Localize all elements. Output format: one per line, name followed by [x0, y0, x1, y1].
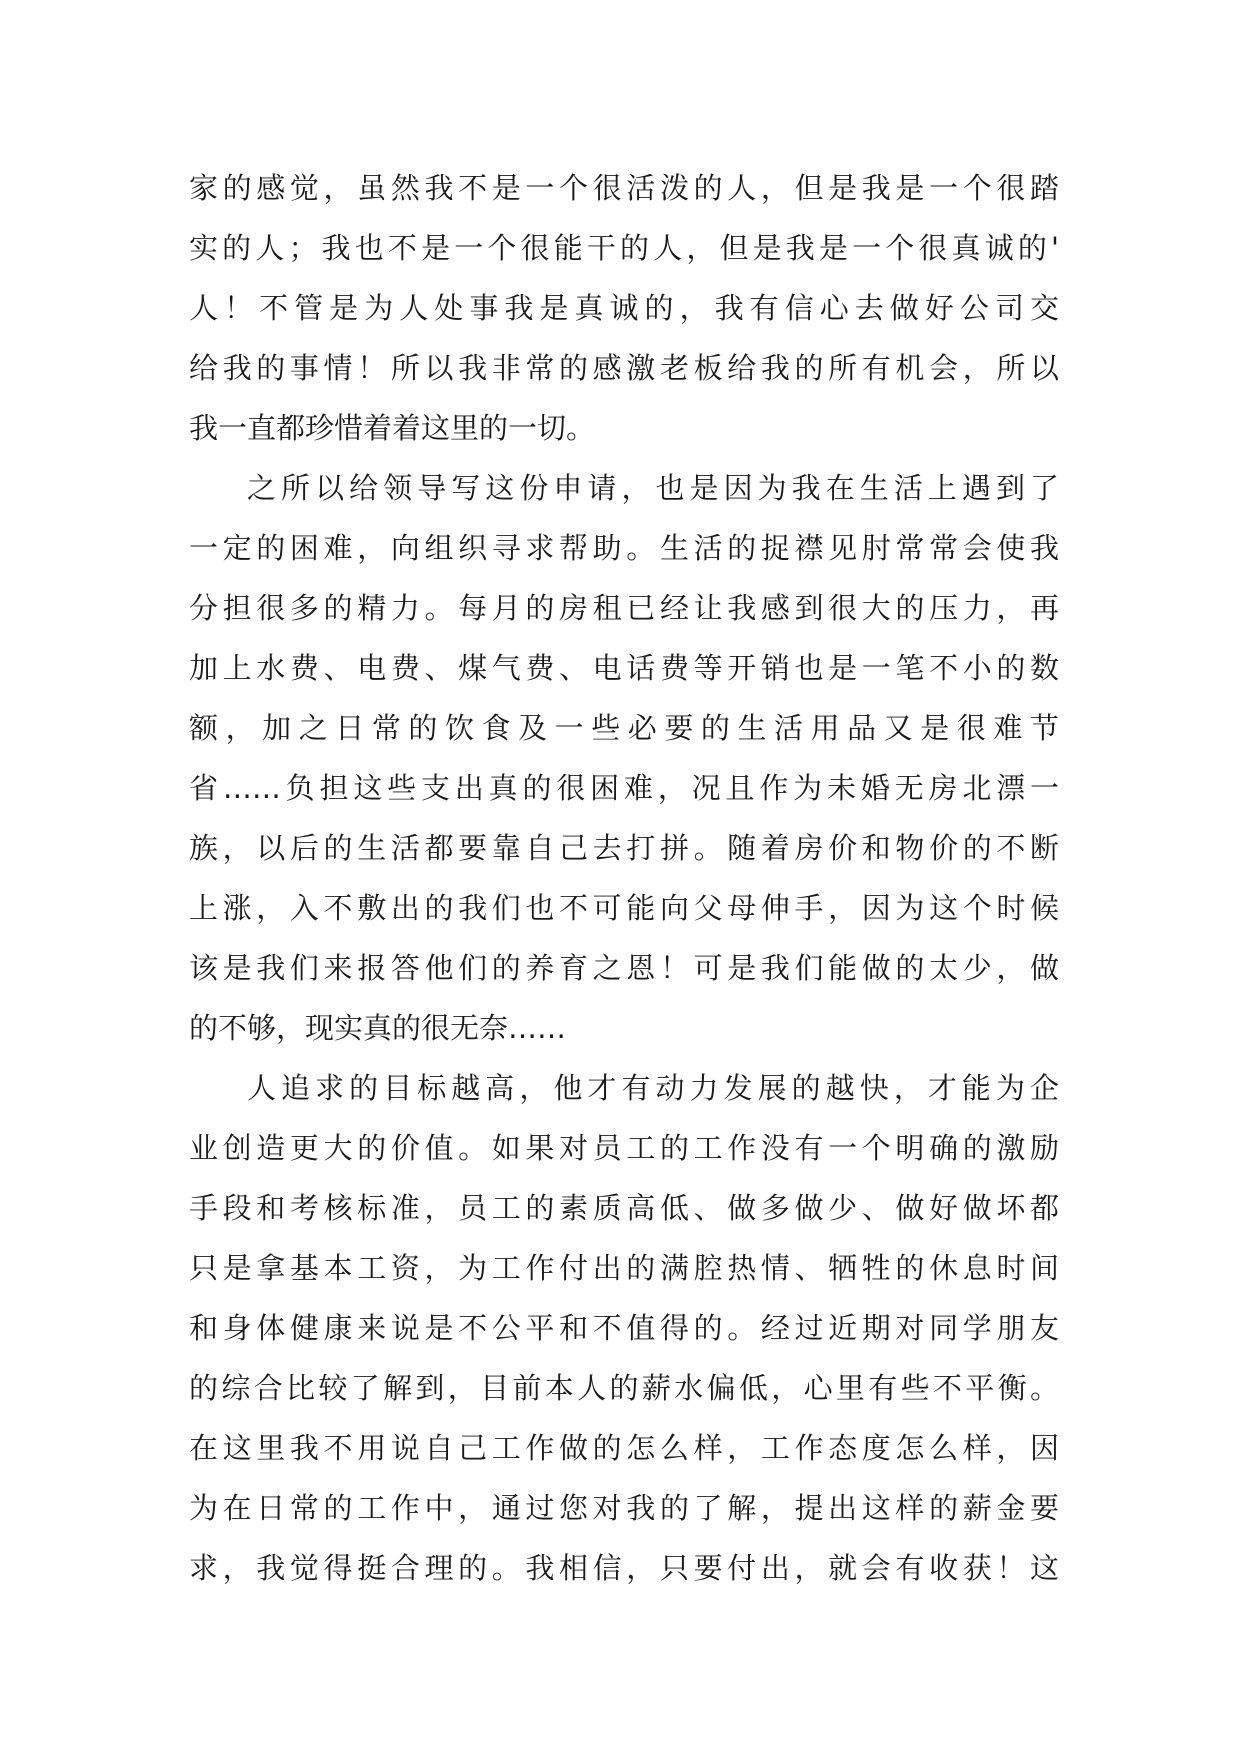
paragraph-1-line-1: 家的感觉，虽然我不是一个很活泼的人，但是我是一个很踏 — [189, 171, 1059, 205]
paragraph-3-line-8: 为在日常的工作中，通过您对我的了解，提出这样的薪金要 — [189, 1491, 1059, 1525]
paragraph-3-line-1: 人追求的目标越高，他才有动力发展的越快，才能为企 — [247, 1071, 1059, 1105]
paragraph-1-line-4: 给我的事情！所以我非常的感激老板给我的所有机会，所以 — [189, 351, 1059, 385]
paragraph-3-line-5: 和身体健康来说是不公平和不值得的。经过近期对同学朋友 — [189, 1311, 1059, 1345]
paragraph-3-line-4: 只是拿基本工资，为工作付出的满腔热情、牺牲的休息时间 — [189, 1251, 1059, 1285]
paragraph-2-line-7: 族，以后的生活都要靠自己去打拼。随着房价和物价的不断 — [189, 831, 1059, 865]
paragraph-1-line-5: 我一直都珍惜着着这里的一切。 — [189, 411, 596, 445]
paragraph-3-line-7: 在这里我不用说自己工作做的怎么样，工作态度怎么样，因 — [189, 1431, 1059, 1465]
paragraph-3-line-3: 手段和考核标准，员工的素质高低、做多做少、做好做坏都 — [189, 1191, 1059, 1225]
paragraph-3-line-9: 求，我觉得挺合理的。我相信，只要付出，就会有收获！这 — [189, 1551, 1059, 1585]
paragraph-1-line-2: 实的人；我也不是一个很能干的人，但是我是一个很真诚的' — [189, 231, 1059, 265]
paragraph-1-line-3: 人！不管是为人处事我是真诚的，我有信心去做好公司交 — [189, 291, 1059, 325]
paragraph-2-line-9: 该是我们来报答他们的养育之恩！可是我们能做的太少，做 — [189, 951, 1059, 985]
paragraph-2-line-5: 额，加之日常的饮食及一些必要的生活用品又是很难节 — [189, 711, 1059, 745]
paragraph-2-line-10: 的不够，现实真的很无奈…… — [189, 1011, 567, 1045]
paragraph-2-line-3: 分担很多的精力。每月的房租已经让我感到很大的压力，再 — [189, 591, 1059, 625]
document-body — [189, 158, 1059, 1598]
paragraph-2-line-1: 之所以给领导写这份申请，也是因为我在生活上遇到了 — [247, 471, 1059, 505]
paragraph-2-line-4: 加上水费、电费、煤气费、电话费等开销也是一笔不小的数 — [189, 651, 1059, 685]
paragraph-3-line-6: 的综合比较了解到，目前本人的薪水偏低，心里有些不平衡。 — [189, 1371, 1059, 1405]
paragraph-2-line-2: 一定的困难，向组织寻求帮助。生活的捉襟见肘常常会使我 — [189, 531, 1059, 565]
paragraph-2-line-6: 省……负担这些支出真的很困难，况且作为未婚无房北漂一 — [189, 771, 1059, 805]
paragraph-2-line-8: 上涨，入不敷出的我们也不可能向父母伸手，因为这个时候 — [189, 891, 1059, 925]
paragraph-3-line-2: 业创造更大的价值。如果对员工的工作没有一个明确的激励 — [189, 1131, 1059, 1165]
